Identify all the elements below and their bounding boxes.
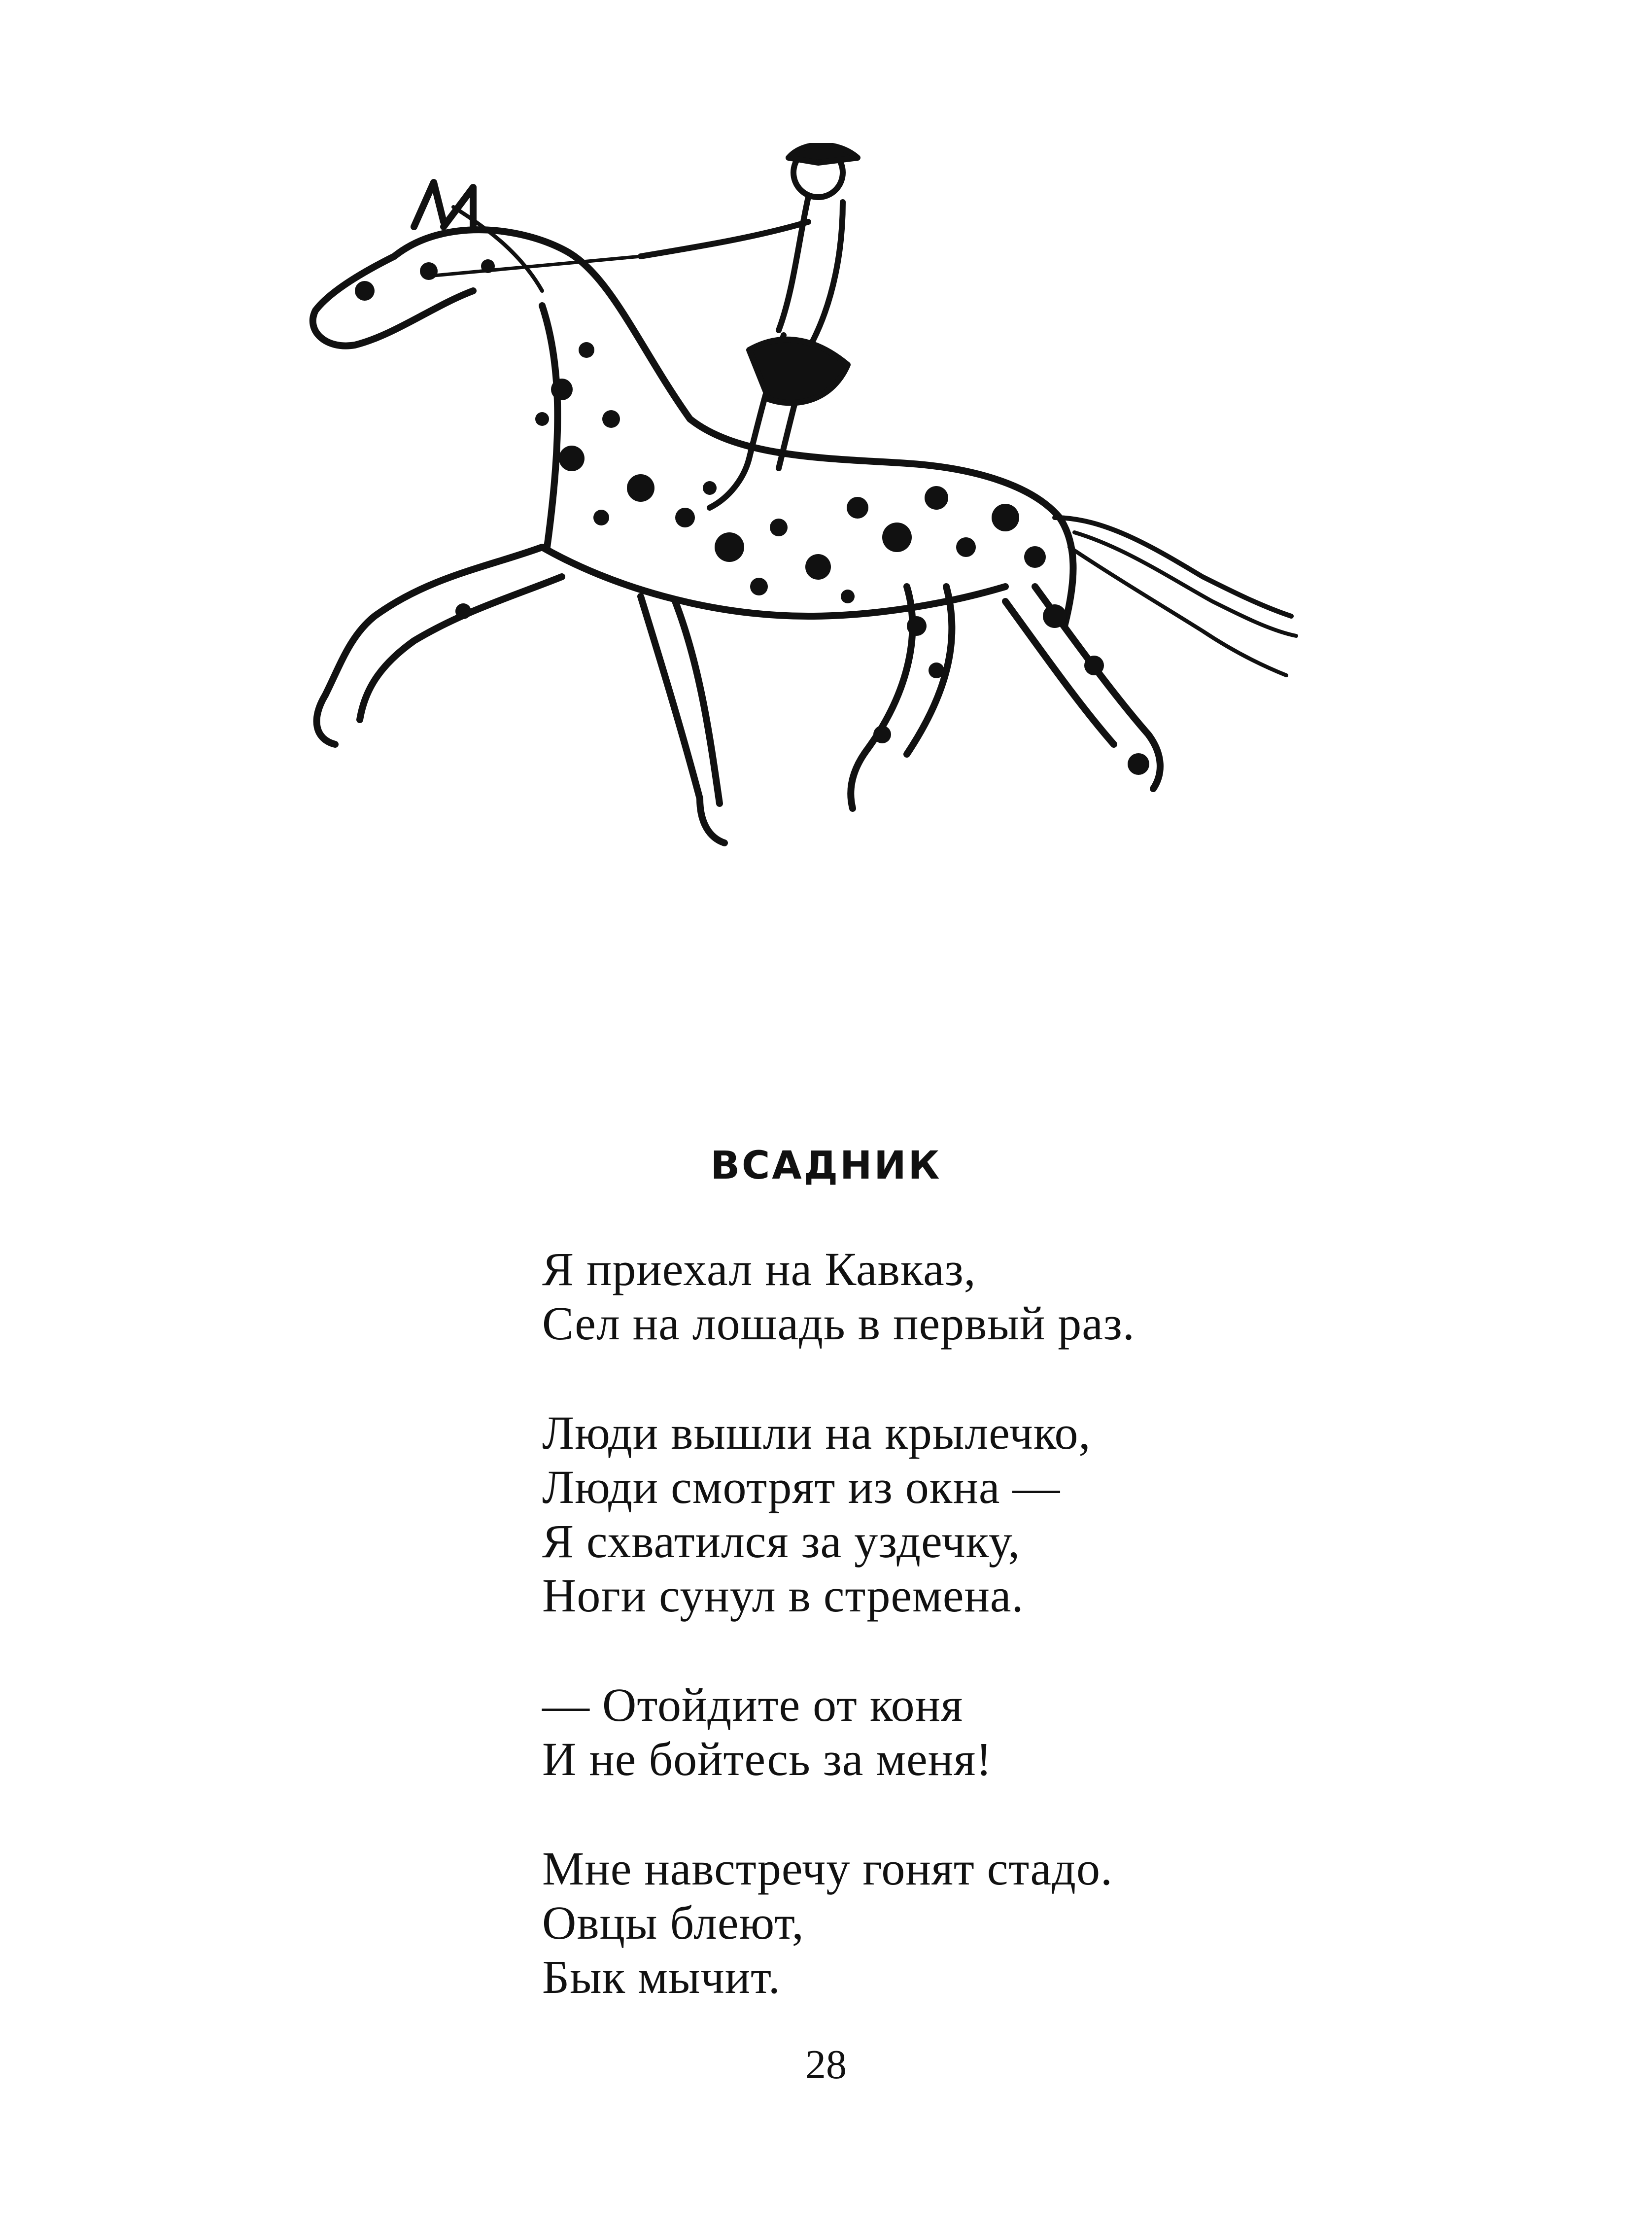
horse-body [313, 182, 1296, 843]
poem-line: — Отойдите от коня [542, 1678, 964, 1731]
stanza [542, 1242, 1479, 1351]
horse-rider-drawing [266, 143, 1350, 981]
stanza [542, 1406, 1479, 1623]
poem-line: Сел на лошадь в первый раз. [542, 1297, 1135, 1350]
poem-line: Овцы блеют, [542, 1896, 804, 1949]
poem-title: ВСАДНИК [710, 1144, 942, 1188]
horse-speckles [355, 259, 1149, 775]
stanza [542, 1678, 1479, 1786]
poem-line: Ноги сунул в стремена. [542, 1569, 1024, 1622]
poem-line: Мне навстречу гонят стадо. [542, 1842, 1113, 1895]
poem-line: Люди смотрят из окна — [542, 1461, 1061, 1513]
rider-horse-illustration [266, 143, 1350, 981]
poem-body [542, 1242, 1479, 2059]
stanza [542, 1842, 1479, 2004]
poem-line: Бык мычит. [542, 1951, 781, 2003]
page-number: 28 [805, 2042, 847, 2088]
poem-line: Я схватился за уздечку, [542, 1515, 1021, 1568]
poem-line: Люди вышли на крылечко, [542, 1406, 1091, 1459]
poem-line: Я приехал на Кавказ, [542, 1243, 976, 1295]
poem-line: И не бойтесь за меня! [542, 1733, 993, 1785]
